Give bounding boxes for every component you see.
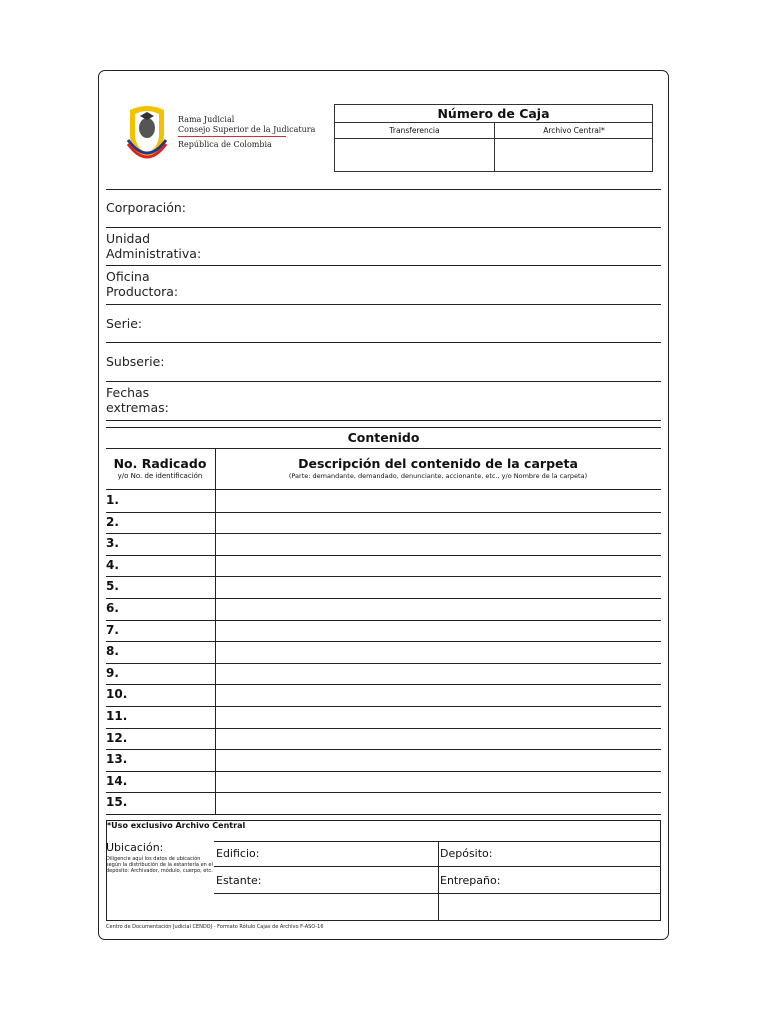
divider <box>106 381 661 382</box>
radicado-input[interactable] <box>130 706 214 727</box>
contenido-title: Contenido <box>347 430 420 445</box>
descripcion-input[interactable] <box>216 576 660 597</box>
descripcion-input[interactable] <box>216 555 660 576</box>
radicado-input[interactable] <box>130 663 214 684</box>
footer-text: Centro de Documentación Judicial CENDOJ - Formato Rótulo Cajas de Archivo F-ASO-16 <box>106 924 324 930</box>
field-oficina-productora: Oficina Productora: <box>106 269 179 299</box>
radicado-input[interactable] <box>130 728 214 749</box>
archivo-central-header: Archivo Central* <box>495 122 653 139</box>
entrepano-label: Entrepaño: <box>440 874 501 887</box>
field-serie: Serie: <box>106 316 143 331</box>
descripcion-input[interactable] <box>216 641 660 662</box>
entrepano-input[interactable] <box>505 868 660 892</box>
divider <box>106 189 661 190</box>
row-number: 6. <box>106 601 119 615</box>
deposito-input[interactable] <box>495 843 660 865</box>
descripcion-header: Descripción del contenido de la carpeta <box>298 456 578 471</box>
descripcion-input[interactable] <box>216 533 660 554</box>
descripcion-input[interactable] <box>216 620 660 641</box>
divider <box>106 420 661 421</box>
ubicacion-label: Ubicación: <box>106 841 164 854</box>
coat-of-arms-icon <box>122 104 172 160</box>
descripcion-input[interactable] <box>216 771 660 792</box>
edificio-input[interactable] <box>270 843 435 865</box>
subserie-input[interactable] <box>170 346 660 378</box>
field-subserie: Subserie: <box>106 354 165 369</box>
divider <box>106 342 661 343</box>
logo-line-3: República de Colombia <box>178 140 272 149</box>
row-number: 12. <box>106 730 128 745</box>
field-corporacion: Corporación: <box>106 200 187 215</box>
box-number-title: Número de Caja <box>335 105 652 123</box>
unidad-administrativa-input[interactable] <box>210 232 660 262</box>
descripcion-input[interactable] <box>216 749 660 770</box>
row-number: 3. <box>106 536 119 551</box>
row-number: 7. <box>106 622 119 637</box>
radicado-input[interactable] <box>130 641 214 662</box>
descripcion-subheader: (Parte: demandante, demandado, denunciante, accionante, etc., y/o Nombre de la carpeta) <box>288 472 588 480</box>
row-number: 2. <box>106 514 119 529</box>
archivo-column-divider <box>438 841 439 921</box>
radicado-input[interactable] <box>130 598 214 619</box>
radicado-input[interactable] <box>130 576 214 597</box>
radicado-input[interactable] <box>130 490 214 511</box>
corporacion-input[interactable] <box>190 196 660 224</box>
oficina-productora-input[interactable] <box>190 270 660 300</box>
radicado-header: No. Radicado <box>113 456 207 471</box>
fechas-extremas-input[interactable] <box>180 386 660 416</box>
transferencia-input[interactable] <box>335 139 494 172</box>
estante-label: Estante: <box>216 874 262 887</box>
descripcion-input[interactable] <box>216 512 660 533</box>
radicado-input[interactable] <box>130 749 214 770</box>
row-number: 14. <box>106 773 128 788</box>
divider <box>106 304 661 305</box>
edificio-label: Edificio: <box>216 847 260 860</box>
row-number: 4. <box>106 557 119 572</box>
estante-input[interactable] <box>270 868 435 892</box>
descripcion-input[interactable] <box>216 792 660 813</box>
field-unidad-administrativa: Unidad Administrativa: <box>106 231 202 261</box>
row-divider <box>106 814 661 815</box>
radicado-input[interactable] <box>130 533 214 554</box>
field-fechas-extremas: Fechas extremas: <box>106 385 169 415</box>
logo-line-1: Rama Judicial <box>178 115 235 124</box>
deposito-label: Depósito: <box>440 847 493 860</box>
divider <box>106 227 661 228</box>
descripcion-input[interactable] <box>216 684 660 705</box>
descripcion-input[interactable] <box>216 663 660 684</box>
radicado-input[interactable] <box>130 620 214 641</box>
logo-line-2: Consejo Superior de la Judicatura <box>178 125 316 134</box>
row-number: 11. <box>106 709 128 723</box>
row-number: 15. <box>106 795 128 810</box>
ubicacion-note: Diligencie aquí los datos de ubicación según la distribución de la estantería en el depósito: Archivador, módulo, cuerpo, etc. <box>106 856 213 874</box>
row-number: 10. <box>106 687 128 702</box>
divider <box>106 448 661 449</box>
logo-country <box>178 140 272 150</box>
transferencia-header: Transferencia <box>335 122 494 139</box>
descripcion-input[interactable] <box>216 728 660 749</box>
radicado-input[interactable] <box>130 684 214 705</box>
descripcion-input[interactable] <box>216 490 660 511</box>
logo-divider <box>178 136 286 137</box>
serie-input[interactable] <box>150 308 660 340</box>
radicado-input[interactable] <box>130 792 214 813</box>
descripcion-input[interactable] <box>216 598 660 619</box>
divider <box>106 265 661 266</box>
radicado-input[interactable] <box>130 771 214 792</box>
archivo-central-input[interactable] <box>495 139 653 172</box>
radicado-input[interactable] <box>130 555 214 576</box>
radicado-input[interactable] <box>130 512 214 533</box>
institution-name <box>178 115 315 135</box>
descripcion-input[interactable] <box>216 706 660 727</box>
row-number: 1. <box>106 493 119 507</box>
box-number-table <box>334 104 653 172</box>
row-number: 8. <box>106 644 119 659</box>
row-number: 13. <box>106 752 128 767</box>
archivo-central-title: *Uso exclusivo Archivo Central <box>107 821 246 830</box>
row-number: 9. <box>106 665 119 680</box>
radicado-subheader: y/o No. de identificación <box>117 472 203 480</box>
row-number: 5. <box>106 579 119 594</box>
